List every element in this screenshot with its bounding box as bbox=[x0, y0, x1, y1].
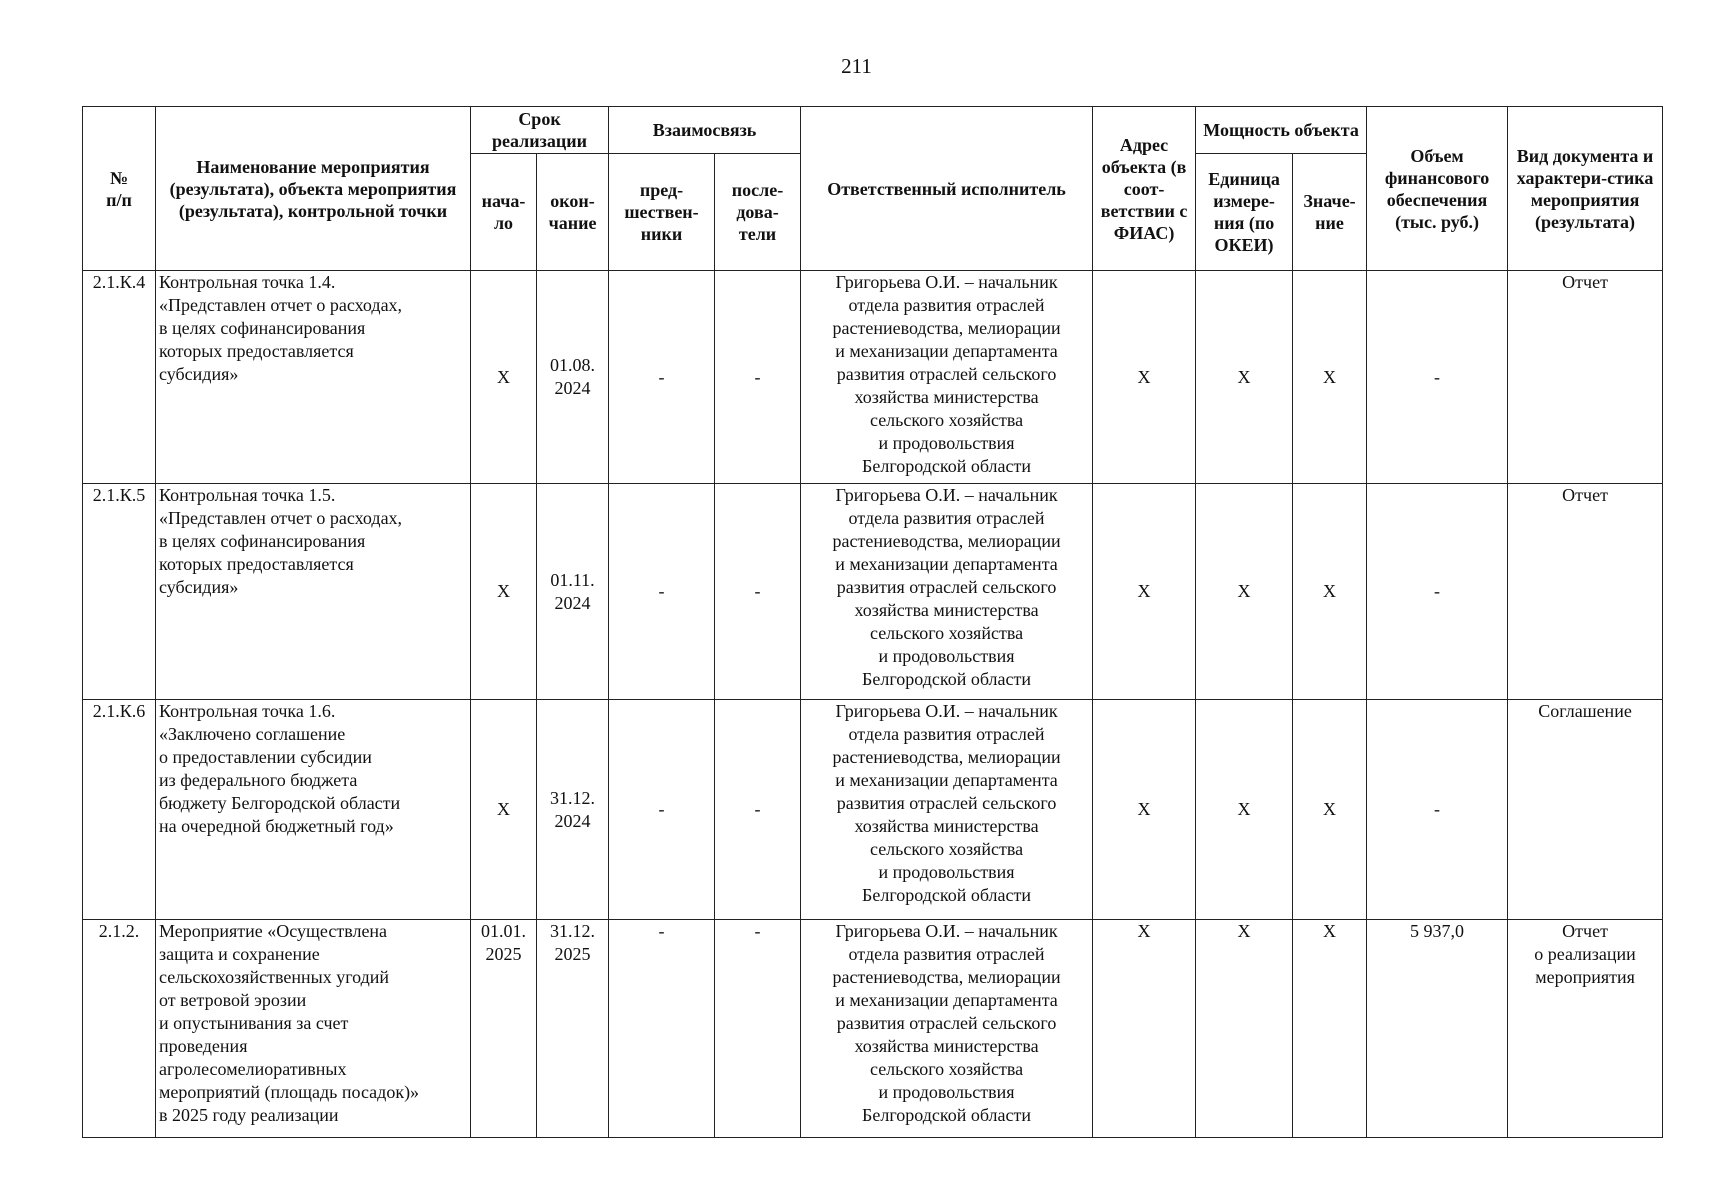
header-doc: Вид документа и характери-стика мероприятия (результата) bbox=[1508, 107, 1663, 271]
row-prev: - bbox=[609, 920, 715, 1138]
row-finance: - bbox=[1367, 700, 1508, 920]
row-executor: Григорьева О.И. – начальник отдела развития отраслей растениеводства, мелиорации и механизации департамента развития отраслей сельского хозяйства министерства сельского хозяйства и продовольствия Белгородской области bbox=[801, 700, 1093, 920]
table-row bbox=[83, 271, 1663, 484]
header-link: Взаимосвязь bbox=[609, 107, 801, 154]
header-num: № п/п bbox=[83, 107, 156, 271]
row-name: Контрольная точка 1.4. «Представлен отчет о расходах, в целях софинансирования которых предоставляется субсидия» bbox=[156, 271, 471, 484]
table-row bbox=[83, 700, 1663, 920]
row-end: 01.08. 2024 bbox=[537, 271, 609, 484]
row-num: 2.1.К.4 bbox=[83, 271, 156, 484]
row-value: Х bbox=[1293, 484, 1367, 700]
header-term: Срок реализации bbox=[471, 107, 609, 154]
row-unit: Х bbox=[1196, 484, 1293, 700]
row-num: 2.1.К.6 bbox=[83, 700, 156, 920]
row-prev: - bbox=[609, 700, 715, 920]
row-value: Х bbox=[1293, 700, 1367, 920]
row-doc: Соглашение bbox=[1508, 700, 1663, 920]
row-address: Х bbox=[1093, 920, 1196, 1138]
table-row bbox=[83, 920, 1663, 1138]
row-end: 01.11. 2024 bbox=[537, 484, 609, 700]
page-number: 211 bbox=[841, 54, 872, 78]
row-address: Х bbox=[1093, 271, 1196, 484]
row-executor: Григорьева О.И. – начальник отдела развития отраслей растениеводства, мелиорации и механизации департамента развития отраслей сельского хозяйства министерства сельского хозяйства и продовольствия Белгородской области bbox=[801, 271, 1093, 484]
header-capacity-unit: Единица измере-ния (по ОКЕИ) bbox=[1196, 154, 1293, 271]
plan-table bbox=[82, 106, 1663, 1138]
row-doc: Отчет bbox=[1508, 271, 1663, 484]
row-next: - bbox=[715, 700, 801, 920]
header-term-start: нача- ло bbox=[471, 154, 537, 271]
header-row-top bbox=[83, 107, 1663, 154]
header-link-prev: пред- шествен- ники bbox=[609, 154, 715, 271]
row-num: 2.1.2. bbox=[83, 920, 156, 1138]
row-executor: Григорьева О.И. – начальник отдела развития отраслей растениеводства, мелиорации и механизации департамента развития отраслей сельского хозяйства министерства сельского хозяйства и продовольствия Белгородской области bbox=[801, 920, 1093, 1138]
row-address: Х bbox=[1093, 484, 1196, 700]
header-name: Наименование мероприятия (результата), объекта мероприятия (результата), контрольной точки bbox=[156, 107, 471, 271]
row-value: Х bbox=[1293, 920, 1367, 1138]
table-row bbox=[83, 484, 1663, 700]
row-start: 01.01. 2025 bbox=[471, 920, 537, 1138]
row-name: Мероприятие «Осуществлена защита и сохранение сельскохозяйственных угодий от ветровой эрозии и опустынивания за счет проведения агролесомелиоративных мероприятий (площадь посадок)» в 2025 году реализации bbox=[156, 920, 471, 1138]
row-name: Контрольная точка 1.5. «Представлен отчет о расходах, в целях софинансирования которых предоставляется субсидия» bbox=[156, 484, 471, 700]
row-finance: - bbox=[1367, 271, 1508, 484]
row-value: Х bbox=[1293, 271, 1367, 484]
header-address: Адрес объекта (в соот-ветствии с ФИАС) bbox=[1093, 107, 1196, 271]
header-executor: Ответственный исполнитель bbox=[801, 107, 1093, 271]
row-executor: Григорьева О.И. – начальник отдела развития отраслей растениеводства, мелиорации и механизации департамента развития отраслей сельского хозяйства министерства сельского хозяйства и продовольствия Белгородской области bbox=[801, 484, 1093, 700]
row-doc: Отчет о реализации мероприятия bbox=[1508, 920, 1663, 1138]
row-start: Х bbox=[471, 700, 537, 920]
row-start: Х bbox=[471, 271, 537, 484]
row-end: 31.12. 2025 bbox=[537, 920, 609, 1138]
row-next: - bbox=[715, 271, 801, 484]
row-doc: Отчет bbox=[1508, 484, 1663, 700]
row-next: - bbox=[715, 920, 801, 1138]
row-unit: Х bbox=[1196, 920, 1293, 1138]
header-term-end: окон- чание bbox=[537, 154, 609, 271]
row-num: 2.1.К.5 bbox=[83, 484, 156, 700]
header-finance: Объем финансового обеспечения (тыс. руб.) bbox=[1367, 107, 1508, 271]
row-start: Х bbox=[471, 484, 537, 700]
row-finance: - bbox=[1367, 484, 1508, 700]
row-finance: 5 937,0 bbox=[1367, 920, 1508, 1138]
row-prev: - bbox=[609, 484, 715, 700]
row-next: - bbox=[715, 484, 801, 700]
row-prev: - bbox=[609, 271, 715, 484]
row-unit: Х bbox=[1196, 700, 1293, 920]
header-link-next: после- дова- тели bbox=[715, 154, 801, 271]
row-address: Х bbox=[1093, 700, 1196, 920]
header-capacity: Мощность объекта bbox=[1196, 107, 1367, 154]
row-unit: Х bbox=[1196, 271, 1293, 484]
header-capacity-value: Значе- ние bbox=[1293, 154, 1367, 271]
row-end: 31.12. 2024 bbox=[537, 700, 609, 920]
row-name: Контрольная точка 1.6. «Заключено соглашение о предоставлении субсидии из федерального бюджета бюджету Белгородской области на очередной бюджетный год» bbox=[156, 700, 471, 920]
